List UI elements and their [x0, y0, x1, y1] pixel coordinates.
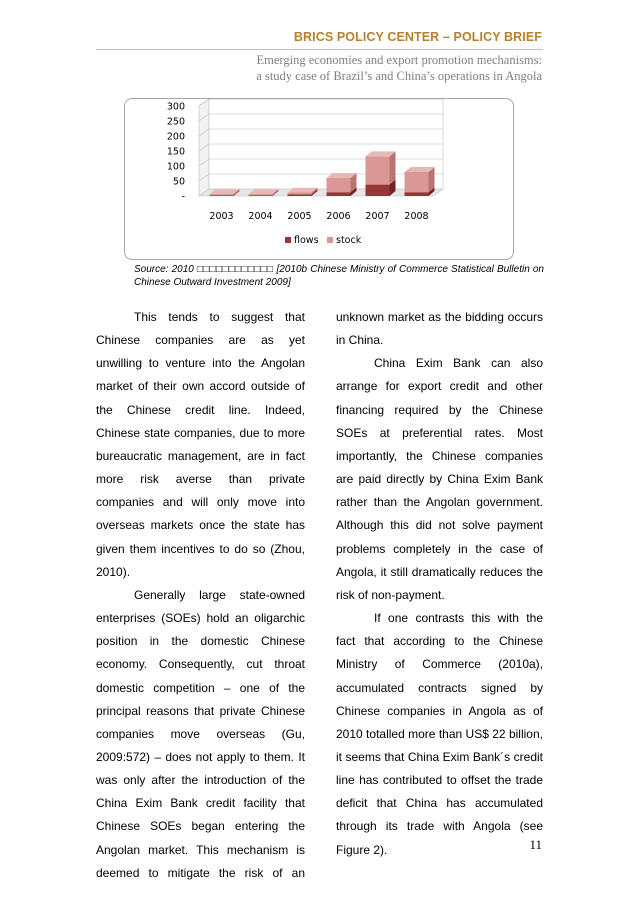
x-tick-label: 2005: [287, 211, 312, 222]
paragraph: This tends to suggest that Chinese companies are as yet unwilling to venture into the Angolan market of their own accord outside of the Chinese credit line. Indeed, Chinese state companies, due to more bureaucratic management, are in fact more risk averse than private companies and will only move into overseas markets once the state has given them incentives to do so (Zhou, 2010).: [96, 310, 305, 579]
page-number: 11: [529, 837, 542, 852]
header-subtitle-line-2: a study case of Brazil’s and China’s operations in Angola: [256, 68, 542, 83]
legend-swatch-flows: [285, 237, 291, 243]
bar-stock-2007: [366, 156, 390, 184]
bar-stock-2003: [210, 194, 234, 195]
x-tick-label: 2004: [248, 211, 273, 222]
y-tick-label: 250: [166, 116, 185, 128]
bar-stock-2008: [405, 172, 429, 192]
paragraph: unknown market as the bidding occurs in China.: [336, 310, 543, 348]
bar-stock-2005: [288, 193, 312, 195]
legend-label-flows: flows: [294, 235, 319, 246]
x-tick-label: 2003: [209, 211, 234, 222]
bar-flows-2004: [249, 195, 273, 196]
bar-flows-2006: [327, 192, 351, 196]
left-column: [96, 306, 305, 885]
figure-source-caption: Source: 2010 □□□□□□□□□□□□ [2010b Chinese Ministry of Commerce Statistical Bulletin on Chinese Outward Investment 2009]: [134, 264, 544, 288]
bar-flows-2008: [405, 192, 429, 196]
y-tick-label: 200: [166, 131, 185, 143]
header-divider: [96, 49, 543, 50]
paragraph: If one contrasts this with the fact that according to the Chinese Ministry of Commerce (2010a), accumulated contracts signed by Chinese companies in Angola as of 2010 totalled more than US$ 22 billion, it seems that China Exim Bank´s credit line has contributed to offset the trade deficit that China has accumulated through its trade with Angola (see Figure 2).: [336, 611, 543, 857]
bar-chart: [125, 99, 513, 259]
chart-container: [124, 98, 514, 260]
y-tick-label: 300: [166, 101, 185, 113]
bar-flows-2007: [366, 185, 390, 196]
y-tick-label: 150: [166, 146, 185, 158]
bar-flows-2005: [288, 195, 312, 197]
paragraph: Generally large state-owned enterprises (SOEs) hold an oligarchic position in the domestic Chinese economy. Consequently, cut throat domestic competition – one of the principal reasons that private Chinese companies move overseas (Gu, 2009:572) – does not apply to them. It was only after the introduction of the China Exim Bank credit facility that Chinese SOEs began entering the Angolan market. This mechanism is deemed to mitigate the risk of an: [96, 587, 305, 880]
header-title: BRICS POLICY CENTER – POLICY BRIEF: [293, 30, 542, 44]
legend-swatch-stock: [327, 237, 333, 243]
running-header: [294, 30, 542, 44]
x-tick-label: 2008: [404, 211, 429, 222]
x-tick-label: 2006: [326, 211, 351, 222]
paragraph: China Exim Bank can also arrange for export credit and other financing required by the Chinese SOEs at preferential rates. Most importantly, the Chinese companies are paid directly by China Exim Bank rather than the Angolan government. Although this did not solve payment problems completely in the case of Angola, it still dramatically reduces the risk of non-payment.: [336, 356, 543, 602]
y-tick-label: -: [181, 191, 185, 203]
y-tick-label: 50: [172, 176, 185, 188]
legend-label-stock: stock: [336, 235, 362, 246]
bar-side-stock-2007: [390, 151, 396, 184]
y-tick-label: 100: [166, 161, 185, 173]
bar-stock-2004: [249, 194, 273, 195]
x-tick-label: 2007: [365, 211, 390, 222]
bar-stock-2006: [327, 178, 351, 192]
right-column: [336, 306, 543, 862]
header-subtitle: [256, 53, 542, 84]
header-subtitle-line-1: Emerging economies and export promotion mechanisms:: [256, 53, 542, 67]
bar-flows-2003: [210, 195, 234, 196]
